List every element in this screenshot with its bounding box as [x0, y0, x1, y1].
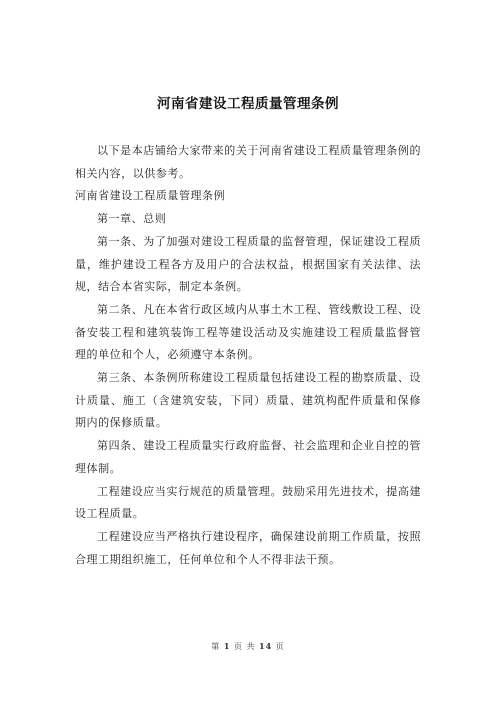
footer-middle: 页 共 [233, 642, 256, 651]
paragraph: 第三条、本条例所称建设工程质量包括建设工程的勘察质量、设计质量、施工（含建筑安装，下同）质量、建筑构配件质量和保修期内的保修质量。 [75, 371, 421, 430]
paragraph: 河南省建设工程质量管理条例 [75, 189, 226, 203]
document-body [75, 140, 421, 571]
page-footer [0, 641, 496, 652]
footer-prefix: 第 [211, 642, 221, 651]
chapter-heading: 第一章、总则 [97, 212, 167, 226]
total-pages-number: 14 [259, 641, 273, 651]
current-page-number: 1 [223, 641, 231, 651]
document-title: 河南省建设工程质量管理条例 [157, 96, 339, 112]
footer-suffix: 页 [275, 642, 285, 651]
paragraph: 第一条、为了加强对建设工程质量的监督管理，保证建设工程质量，维护建设工程各方及用户的合法权益，根据国家有关法律、法规，结合本省实际，制定本条例。 [75, 234, 421, 294]
paragraph: 工程建设应当严格执行建设程序，确保建设前期工作质量，按照合理工期组织施工，任何单位和个人不得非法干预。 [75, 529, 421, 566]
paragraph: 第四条、建设工程质量实行政府监督、社会监理和企业自控的管理体制。 [75, 439, 421, 475]
paragraph: 以下是本店铺给大家带来的关于河南省建设工程质量管理条例的相关内容，以供参考。 [75, 144, 421, 180]
paragraph: 第二条、凡在本省行政区域内从事土木工程、管线敷设工程、设备安装工程和建筑装饰工程等建设活动及实施建设工程质量监督管理的单位和个人，必须遵守本条例。 [75, 302, 421, 362]
paragraph: 工程建设应当实行规范的质量管理。鼓励采用先进技术，提高建设工程质量。 [75, 484, 421, 521]
